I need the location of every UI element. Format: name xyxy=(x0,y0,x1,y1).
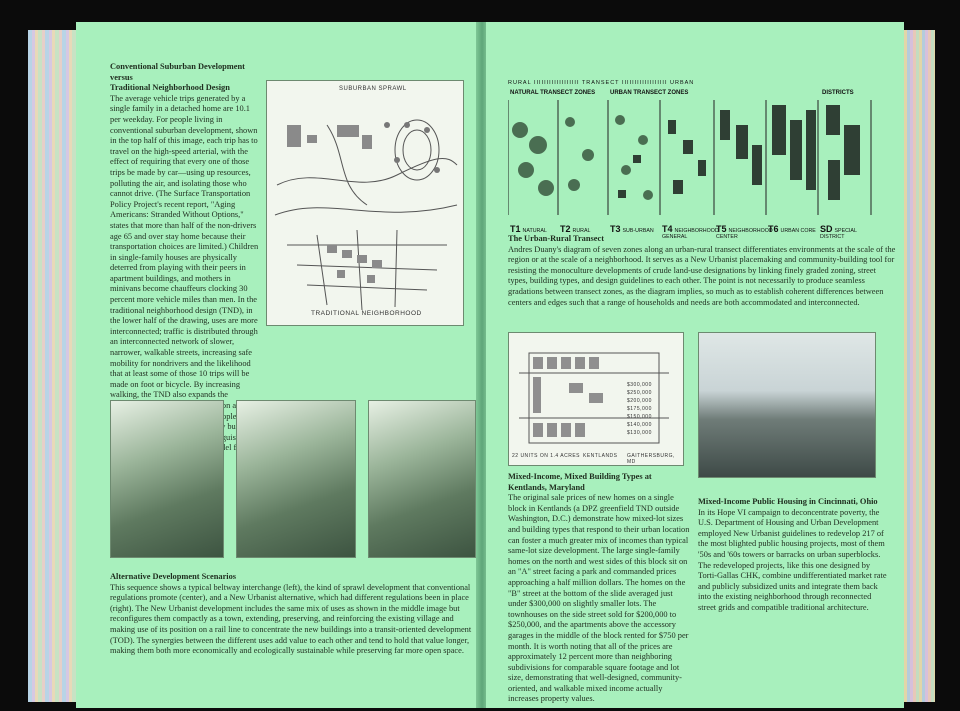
scenarios-caption-heading: Alternative Development Scenarios xyxy=(110,572,237,581)
transect-caption-body: Andres Duany's diagram of seven zones along an urban-rural transect differentiates environments at the scale of the region or at the scale of a neighborhood. It serves as a New Urbanist placemaking and community-building tool for resisting the monoculture developments of crude land-use designations by linking finely graded zoning, street types, building types, and design guidelines to each other. The point is not necessarily to produce seamless gradations between transect zones, as the diagram implies, so much as to establish coherent differences between centers and edges such that a range of households and needs are both accommodated and interconnected. xyxy=(508,244,896,307)
cincinnati-caption-body: In its Hope VI campaign to deconcentrate poverty, the U.S. Department of Housing and Urban Development employed New Urbanist guidelines to redevelop 217 of the most blighted public housing projects, most of them '50s and '60s towers or barracks on urban superblocks. The redeveloped projects, like this one designed by Torti-Gallas CHK, combine undifferentiated market rate and publicly subsidized units and integrate them back into the existing neighborhood through reconnected street grids and compatible traditional architecture. xyxy=(698,507,887,612)
kentlands-label-left: 22 UNITS ON 1.4 ACRES xyxy=(512,453,581,459)
aerial-new-urbanist-image xyxy=(368,400,476,558)
transect-diagram xyxy=(508,80,872,248)
zone-t1: T1 NATURAL xyxy=(510,224,547,234)
cincinnati-caption xyxy=(698,497,888,614)
kentlands-plan-figure xyxy=(508,332,684,466)
left-page xyxy=(76,22,478,708)
plan-top-label: SUBURBAN SPRAWL xyxy=(339,86,407,92)
zone-head-urban: URBAN TRANSECT ZONES xyxy=(610,90,689,96)
zone-t4: T4 NEIGHBORHOOD GENERAL xyxy=(662,224,719,240)
suburban-sprawl-plan-figure xyxy=(266,80,464,326)
transect-caption xyxy=(508,234,896,308)
zone-t3: T3 SUB-URBAN xyxy=(610,224,654,234)
scenarios-caption-body: This sequence shows a typical beltway interchange (left), the kind of sprawl development that conventional regulations promote (center), and a New Urbanist alternative, which had different regulations been in place (right). The New Urbanist development includes the same mix of uses as shown in the middle image but reconfigures them compactly as a town, extending, preserving, and reinforcing the existing village and making use of its position on a rail line to concentrate the new buildings into a transit-oriented development (TOD). The synergies between the different uses add value to each other and tend to hold that value longer, making them both more economically and ecologically sustainable while preserving far more open space. xyxy=(110,582,472,656)
plan-bottom-label: TRADITIONAL NEIGHBORHOOD xyxy=(311,310,422,317)
kentlands-caption xyxy=(508,472,690,705)
kentlands-label-center: KENTLANDS xyxy=(583,453,618,459)
scenarios-caption xyxy=(110,572,474,657)
kentlands-caption-heading: Mixed-Income, Mixed Building Types at Kentlands, Maryland xyxy=(508,472,652,492)
kentlands-label-right: GAITHERSBURG, MD xyxy=(627,453,675,465)
kentlands-caption-body: The original sale prices of new homes on a single block in Kentlands (a DPZ greenfield TND outside Washington, D.C.) demonstrate how mixed-lot sizes and building types that respond to their urban location can foster a much greater mix of incomes than typical same-lot size development. The large single-family homes on the north and west sides of this block sit on an "A" street facing a park and commanded prices approaching a half million dollars. The homes on the "B" street at the bottom of the slide averaged just under $300,000 on slightly smaller lots. The townhouses on the side street sold for $200,000 to $250,000, and the apartments above the accessory garages in the middle of the block rented for $750 per month. It is worth noting that all of the prices are approximately 12 percent more than neighboring subdivisions for comparable square footage and lot size, demonstrating that well-designed, community-oriented, and walkable mixed income actually increases property values. xyxy=(508,493,690,704)
right-page xyxy=(486,22,904,708)
transect-caption-heading: The Urban-Rural Transect xyxy=(508,234,605,243)
intro-heading-line2: Traditional Neighborhood Design xyxy=(110,83,230,93)
page-edges-left xyxy=(28,30,78,702)
cincinnati-caption-heading: Mixed-Income Public Housing in Cincinnati, Ohio xyxy=(698,497,878,506)
aerial-interchange-image xyxy=(110,400,224,558)
plan-drawing xyxy=(267,95,461,317)
zone-sd: SD SPECIAL DISTRICT xyxy=(820,224,857,240)
zone-head-districts: DISTRICTS xyxy=(822,90,854,96)
transect-top-bar: RURAL IIIIIIIIIIIIIIIIII TRANSECT IIIIIIIIIIIIIIIIII URBAN xyxy=(508,80,695,86)
aerial-sprawl-image xyxy=(236,400,356,558)
transect-illustration xyxy=(508,100,872,220)
kentlands-plan-drawing xyxy=(509,333,681,449)
zone-t6: T6 URBAN CORE xyxy=(768,224,816,234)
cincinnati-housing-photo xyxy=(698,332,876,478)
intro-heading-line1: Conventional Suburban Development versus xyxy=(110,62,245,82)
intro-body: The average vehicle trips generated by a single family in a detached home are 10.1 per weekday. For people living in conventional suburban development, shown in the top half of this image, each trip has to travel on the high-speed arterial, with the effect of requiring that every one of those trips be made by car—using up resources, polluting the air, and isolating those who cannot drive. (The Surface Transportation Policy Project's recent report, "Aging Americans: Stranded Without Options," states that more than half of the non-drivers age 65 and over stay home because their transportation choices are limited.) Children in single-family houses are physically deterred from playing with their peers in apartment buildings, and mothers in minivans become chauffeurs clocking 30 percent more vehicle miles than men. In the traditional neighborhood design (TND), in the lower half of the drawing, uses are more interconnected; traffic is distributed through an interconnected network of slower, narrower, walkable streets, increasing safe mobility for nondrivers and the likelihood that at least some of those 10 trips will be made on foot or bicycle. By increasing walking, the TND also expands the people. xyxy=(110,93,259,421)
kentlands-prices: $300,000 $250,000 $200,000 $175,000 $150,000 $140,000 $130,000 xyxy=(627,382,652,436)
zone-head-natural: NATURAL TRANSECT ZONES xyxy=(510,90,596,96)
zone-t2: T2 RURAL xyxy=(560,224,591,234)
zone-t5: T5 NEIGHBORHOOD CENTER xyxy=(716,224,773,240)
